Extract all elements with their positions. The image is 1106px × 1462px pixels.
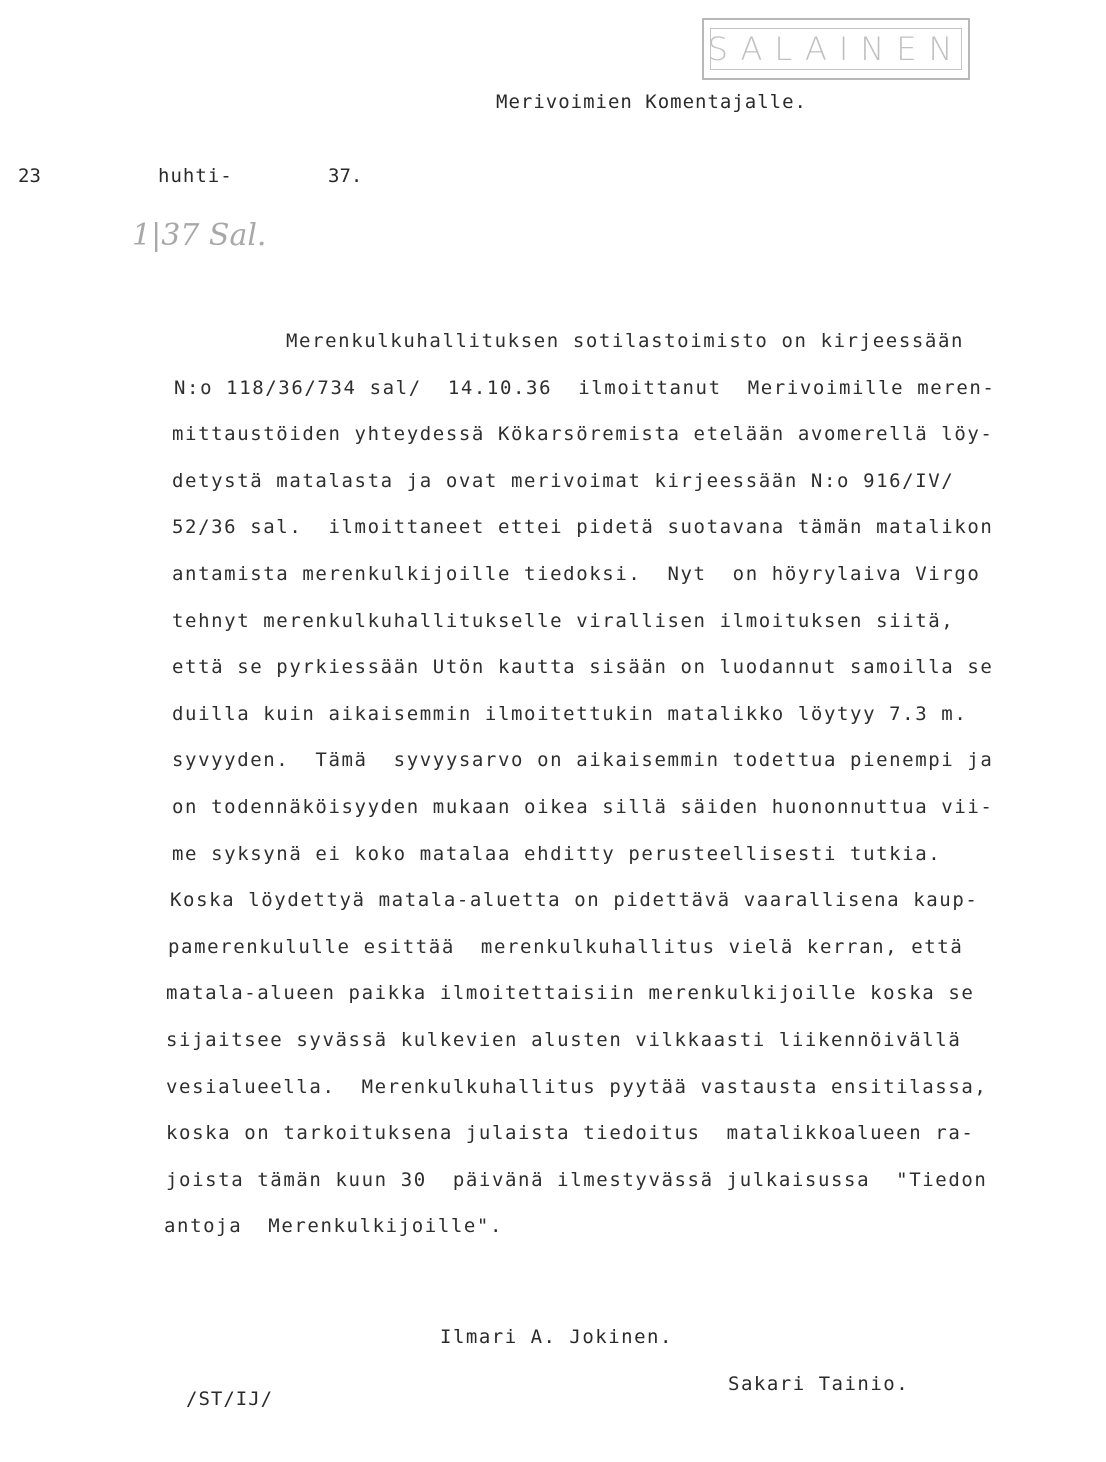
body-line: tehnyt merenkulkuhallitukselle virallisen ilmoituksen siitä, xyxy=(172,610,955,632)
body-line: koska on tarkoituksena julaista tiedoitus matalikkoalueen ra- xyxy=(166,1122,975,1144)
body-line: vesialueella. Merenkulkuhallitus pyytää vastausta ensitilassa, xyxy=(166,1076,988,1098)
body-line: pamerenkululle esittää merenkulkuhallitus vielä kerran, että xyxy=(168,936,964,958)
handwritten-reference-note: 1|37 Sal. xyxy=(132,218,267,253)
body-line: Koska löydettyä matala-aluetta on pidettävä vaarallisena kaup- xyxy=(170,889,979,911)
body-line: sijaitsee syvässä kulkevien alusten vilkkaasti liikennöivällä xyxy=(166,1029,962,1051)
body-line: mittaustöiden yhteydessä Kökarsöremista etelään avomerellä löy- xyxy=(172,423,994,445)
body-line: detystä matalasta ja ovat merivoimat kirjeessään N:o 916/IV/ xyxy=(172,470,955,492)
body-line: 52/36 sal. ilmoittaneet ettei pidetä suotavana tämän matalikon xyxy=(172,516,994,538)
body-line: me syksynä ei koko matalaa ehditty perusteellisesti tutkia. xyxy=(172,843,942,865)
body-line: on todennäköisyyden mukaan oikea sillä säiden huononnuttua vii- xyxy=(172,796,994,818)
body-line: että se pyrkiessään Utön kautta sisään on luodannut samoilla se xyxy=(172,656,994,678)
body-line: N:o 118/36/734 sal/ 14.10.36 ilmoittanut Merivoimille meren- xyxy=(174,377,996,399)
date-day: 23 xyxy=(18,165,41,187)
secret-stamp xyxy=(702,18,970,80)
date-month: huhti- xyxy=(158,165,233,187)
body-line: antoja Merenkulkijoille". xyxy=(164,1215,504,1237)
stamp-inner-border xyxy=(707,28,965,70)
body-line: syvyyden. Tämä syvyysarvo on aikaisemmin todettua pienempi ja xyxy=(172,749,994,771)
body-line: Merenkulkuhallituksen sotilastoimisto on kirjeessään xyxy=(286,330,965,352)
body-line: joista tämän kuun 30 päivänä ilmestyvässä julkaisussa "Tiedon xyxy=(166,1169,988,1191)
signature-first: Ilmari A. Jokinen. xyxy=(440,1326,673,1348)
typist-initials: /ST/IJ/ xyxy=(186,1388,274,1410)
body-line: matala-alueen paikka ilmoitettaisiin merenkulkijoille koska se xyxy=(166,982,975,1004)
body-line: duilla kuin aikaisemmin ilmoitettukin matalikko löytyy 7.3 m. xyxy=(172,703,968,725)
signature-second: Sakari Tainio. xyxy=(728,1373,910,1395)
stamp-text: SALAINEN xyxy=(707,30,965,68)
date-year: 37. xyxy=(328,165,363,187)
body-line: antamista merenkulkijoille tiedoksi. Nyt on höyrylaiva Virgo xyxy=(172,563,981,585)
addressee: Merivoimien Komentajalle. xyxy=(496,91,807,113)
